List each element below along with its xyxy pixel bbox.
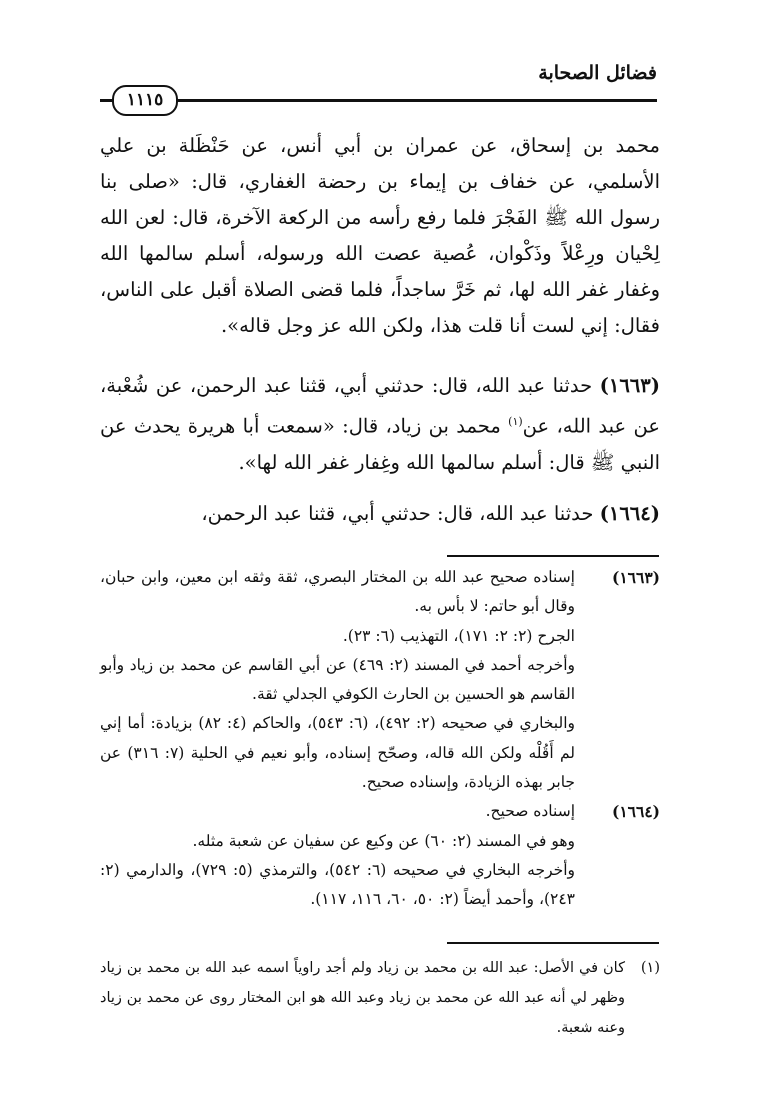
note-1663 <box>100 563 660 797</box>
main-text-paragraph-1: محمد بن إسحاق، عن عمران بن أبي أنس، عن حَنْظَلة بن علي الأسلمي، عن خفاف بن إيماء بن رحضة الغفاري، قال: «صلى بنا رسول الله ﷺ الفَجْرَ فلما رفع رأسه من الركعة الآخرة، قال: لعن الله لِحْيان ورِعْلاً وذَكْوان، عُصية عصت الله ورسوله، أسلم سالمها الله وغفار غفر الله لها، ثم خَرَّ ساجداً، فلما قضى الصلاة أقبل على الناس، فقال: إني لست أنا قلت هذا، ولكن الله عز وجل قاله». <box>100 134 660 337</box>
hadith-1664-text: حدثنا عبد الله، قال: حدثني أبي، قثنا عبد الرحمن، <box>201 502 594 525</box>
hadith-1663-text: حدثنا عبد الله، قال: حدثني أبي، قثنا عبد الرحمن، عن شُعْبة، عن عبد الله، عن <box>100 374 660 438</box>
footnote-number: (١) <box>640 960 660 976</box>
hadith-1663-paragraph <box>100 368 660 481</box>
footnote-separator <box>447 942 659 944</box>
hadith-number-1664: (١٦٦٤) <box>599 502 660 525</box>
note-number: (١٦٦٤) <box>612 802 660 822</box>
footnote-text: كان في الأصل: عبد الله بن محمد بن زياد ولم أجد راوياً اسمه عبد الله بن محمد بن زياد وظهر لي أنه عبد الله عن محمد بن زياد وعبد الله هو ابن المختار روى عن محمد بن زياد وعنه شعبة. <box>100 960 625 1036</box>
header-rule <box>100 99 657 102</box>
footnote-section <box>100 953 660 1043</box>
note-line: وأخرجه البخاري في صحيحه (٦: ٥٤٢)، والترمذي (٥: ٧٢٩)، والدارمي (٢: ٢٤٣)، وأحمد أيضاً (٢: ٥٠، ٦٠، ١١٦، ١١٧). <box>100 860 576 909</box>
note-line: وهو في المسند (٢: ٦٠) عن وكيع عن سفيان عن شعبة مثله. <box>192 831 575 850</box>
note-line: وأخرجه أحمد في المسند (٢: ٤٦٩) عن أبي القاسم عن محمد بن زياد وأبو القاسم هو الحسين بن الحارث الكوفي الجدلي ثقة. <box>100 655 575 704</box>
note-line: الجرح (٢: ٢: ١٧١)، التهذيب (٦: ٢٣). <box>342 626 575 645</box>
note-1664 <box>100 797 660 914</box>
hadith-1663-text-continued: محمد بن زياد، قال: «سمعت أبا هريرة يحدث عن النبي ﷺ قال: أسلم سالمها الله وغِفار غفر الله لها». <box>100 414 660 474</box>
page-number-badge: ١١١٥ <box>112 85 178 116</box>
hadith-number-1663: (١٦٦٣) <box>599 374 660 397</box>
notes-separator <box>447 555 659 557</box>
note-number: (١٦٦٣) <box>612 568 660 587</box>
running-header-title: فضائل الصحابة <box>538 62 657 84</box>
note-line: إسناده صحيح عبد الله بن المختار البصري، ثقة وثقه ابن معين، وابن حبان، وقال أبو حاتم: لا بأس به. <box>100 568 575 616</box>
footnote-reference: (١) <box>508 415 523 428</box>
hadith-1664-paragraph <box>100 496 660 532</box>
note-line: إسناده صحيح. <box>485 802 575 821</box>
notes-section <box>100 563 660 915</box>
note-line: والبخاري في صحيحه (٢: ٤٩٢)، (٦: ٥٤٣)، والحاكم (٤: ٨٢) بزيادة: أما إني لم أَقُلْه ولكن الله قاله، وصحّح إسناده، وأبو نعيم في الحلية (٧: ٣١٦) عن جابر بهذه الزيادة، وإسناده صحيح. <box>100 714 576 792</box>
